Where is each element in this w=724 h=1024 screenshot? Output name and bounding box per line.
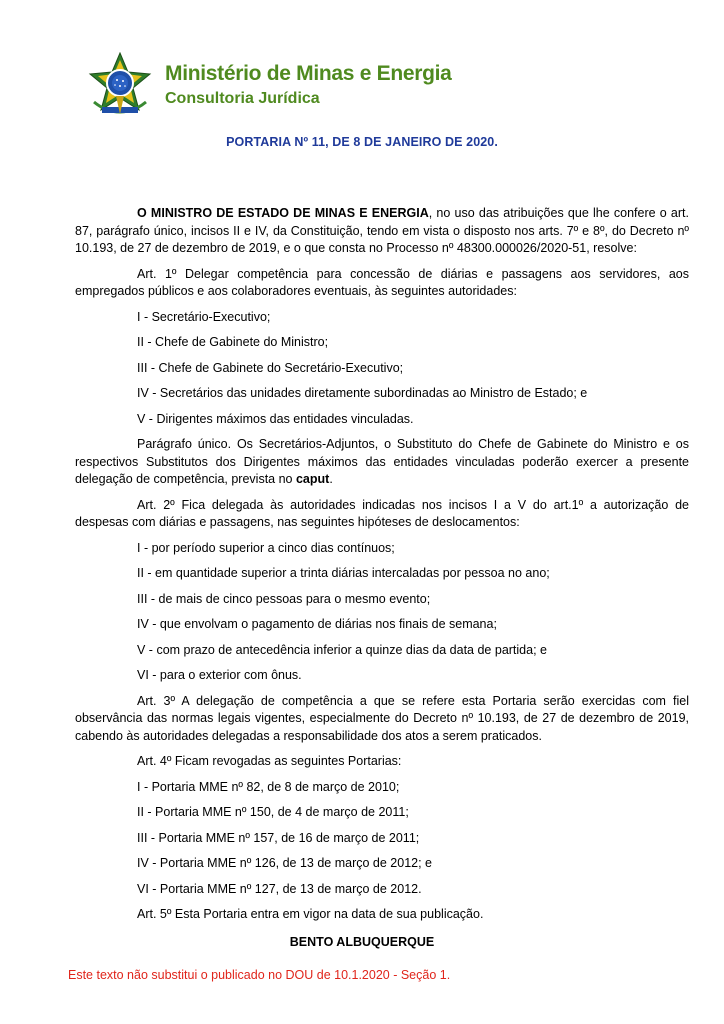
preamble xyxy=(75,205,689,258)
sole-paragraph-end: . xyxy=(329,472,333,486)
article-4: Art. 4º Ficam revogadas as seguintes Portarias: xyxy=(137,754,402,768)
article-4-item: IV - Portaria MME nº 126, de 13 de março de 2012; e xyxy=(137,856,433,870)
article-4-item: II - Portaria MME nº 150, de 4 de março de 2011; xyxy=(137,805,409,819)
article-1-item: III - Chefe de Gabinete do Secretário-Executivo; xyxy=(137,360,404,375)
article-2-item: IV - que envolvam o pagamento de diárias nos finais de semana; xyxy=(137,617,497,631)
preamble-text: , no uso das atribuições que lhe confere o art. 87, parágrafo único, incisos II e IV, da Constituição, tendo em vista o disposto nos arts. 7º e 8º, do Decreto nº 10.193, de 27 de dezembro de 2019, e o que consta no Processo nº 48300.000026/2020-51, resolve: xyxy=(75,206,689,255)
document-body xyxy=(75,205,689,932)
article-1-sole-paragraph xyxy=(75,436,689,489)
article-4-item: III - Portaria MME nº 157, de 16 de março de 2011; xyxy=(137,830,420,845)
article-1: Art. 1º Delegar competência para concessão de diárias e passagens aos servidores, aos empregados públicos e aos colaboradores eventuais, às seguintes autoridades: xyxy=(75,266,689,298)
publication-note: Este texto não substitui o publicado no DOU de 10.1.2020 - Seção 1. xyxy=(68,968,451,982)
article-3: Art. 3º A delegação de competência a que se refere esta Portaria serão exercidas com fiel observância das normas legais vigentes, especialmente do Decreto nº 10.193, de 27 de dezembro de 2019, cabendo às autoridades delegadas a responsabilidade dos atos a serem praticados. xyxy=(75,693,689,743)
article-1-item: II - Chefe de Gabinete do Ministro; xyxy=(137,335,329,349)
caput-term: caput xyxy=(295,472,330,486)
sole-paragraph-text: Parágrafo único. Os Secretários-Adjuntos, o Substituto do Chefe de Gabinete do Ministro e os respectivos Substitutos dos Dirigentes máximos das entidades vinculadas poderão exercer a presente delegação de competência, prevista no xyxy=(75,437,689,486)
article-2-item: II - em quantidade superior a trinta diárias intercaladas por pessoa no ano; xyxy=(137,566,550,580)
article-4-item: VI - Portaria MME nº 127, de 13 de março de 2012. xyxy=(137,881,422,896)
article-1-item: I - Secretário-Executivo; xyxy=(137,309,271,324)
article-5: Art. 5º Esta Portaria entra em vigor na data de sua publicação. xyxy=(137,907,484,921)
coat-of-arms-seal xyxy=(88,52,152,116)
signature: BENTO ALBUQUERQUE xyxy=(289,935,435,949)
preamble-bold: O MINISTRO DE ESTADO DE MINAS E ENERGIA xyxy=(137,206,429,220)
article-4-item: I - Portaria MME nº 82, de 8 de março de 2010; xyxy=(137,779,400,794)
article-2: Art. 2º Fica delegada às autoridades indicadas nos incisos I a V do art.1º a autorização de despesas com diárias e passagens, nas seguintes hipóteses de deslocamentos: xyxy=(75,497,689,529)
article-2-item: III - de mais de cinco pessoas para o mesmo evento; xyxy=(137,591,431,606)
letterhead xyxy=(88,48,688,138)
article-2-item: V - com prazo de antecedência inferior a quinze dias da data de partida; e xyxy=(137,642,547,657)
org-subtitle: Consultoria Jurídica xyxy=(165,90,320,107)
document-title: PORTARIA Nº 11, DE 8 DE JANEIRO DE 2020. xyxy=(226,135,498,149)
org-name: Ministério de Minas e Energia xyxy=(165,62,452,85)
article-1-item: IV - Secretários das unidades diretamente subordinadas ao Ministro de Estado; e xyxy=(137,386,588,400)
article-2-item: I - por período superior a cinco dias contínuos; xyxy=(137,540,395,555)
article-2-item: VI - para o exterior com ônus. xyxy=(137,668,302,682)
article-1-item: V - Dirigentes máximos das entidades vinculadas. xyxy=(137,411,414,426)
